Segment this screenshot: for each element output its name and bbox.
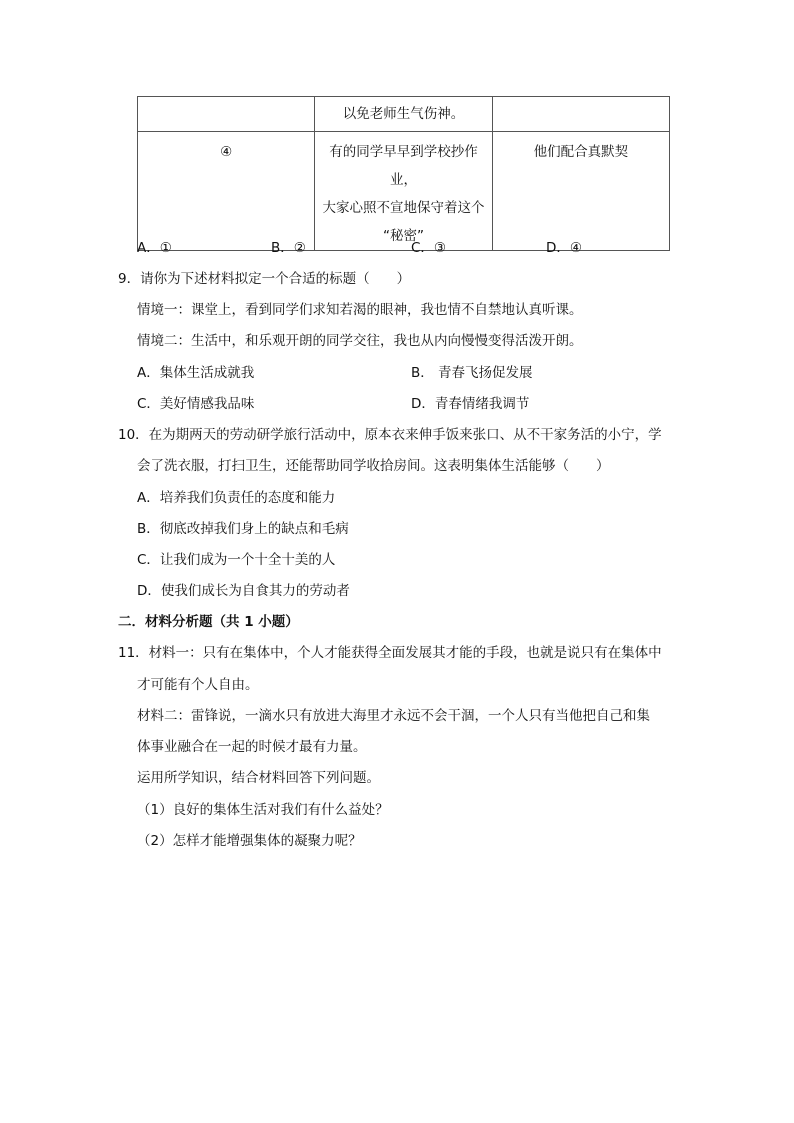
q9-stem: 9．请你为下述材料拟定一个合适的标题（ ） — [118, 271, 411, 287]
table-cell — [138, 97, 315, 132]
cell-line: “秘密” — [382, 228, 424, 244]
q10-stem-line2: 会了洗衣服，打扫卫生，还能帮助同学收拾房间。这表明集体生活能够（ ） — [137, 458, 610, 474]
q11-material1-line2: 才可能有个人自由。 — [137, 677, 259, 693]
cell-text — [315, 132, 491, 250]
q9-scene1: 情境一：课堂上，看到同学们求知若渴的眼神，我也情不自禁地认真听课。 — [137, 302, 583, 318]
q10-option-d: D．使我们成长为自食其力的劳动者 — [137, 583, 350, 599]
q8-option-a: A．① — [137, 240, 172, 256]
q11-instruction: 运用所学知识，结合材料回答下列问题。 — [137, 770, 380, 786]
cell-line: 有的同学早早到学校抄作业， — [329, 144, 478, 188]
table-cell: 以免老师生气伤神。 — [315, 97, 492, 132]
table-cell — [138, 132, 315, 251]
table-cell — [492, 97, 669, 132]
table-cell — [492, 132, 669, 251]
q10-stem-line1: 10．在为期两天的劳动研学旅行活动中，原本衣来伸手饭来张口、从不干家务活的小宁，学 — [118, 427, 662, 443]
q10-option-b: B．彻底改掉我们身上的缺点和毛病 — [137, 521, 349, 537]
cell-line: 大家心照不宣地保守着这个 — [322, 200, 485, 216]
cell-text: 他们配合真默契 — [533, 144, 629, 160]
q11-material1-line1: 11．材料一：只有在集体中，个人才能获得全面发展其才能的手段，也就是说只有在集体中 — [118, 645, 662, 661]
q10-option-a: A．培养我们负责任的态度和能力 — [137, 490, 336, 506]
q11-sub-question-1: （1）良好的集体生活对我们有什么益处？ — [137, 802, 389, 818]
q11-sub-question-2: （2）怎样才能增强集体的凝聚力呢？ — [137, 833, 362, 849]
q9-option-d: D．青春情绪我调节 — [411, 396, 530, 412]
q9-option-c: C．美好情感我品味 — [137, 396, 255, 412]
option-number: ④ — [220, 144, 233, 160]
q11-material2-line1: 材料二：雷锋说，一滴水只有放进大海里才永远不会干涸，一个人只有当他把自己和集 — [137, 708, 650, 724]
scenario-table — [137, 96, 670, 251]
table-cell — [315, 132, 492, 251]
q9-option-b: B． 青春飞扬促发展 — [411, 365, 533, 381]
q11-material2-line2: 体事业融合在一起的时候才最有力量。 — [137, 739, 367, 755]
q8-option-c: C．③ — [411, 240, 447, 256]
table-row — [138, 132, 670, 251]
q9-scene2: 情境二：生活中，和乐观开朗的同学交往，我也从内向慢慢变得活泼开朗。 — [137, 333, 583, 349]
q10-option-c: C．让我们成为一个十全十美的人 — [137, 552, 336, 568]
table-row — [138, 97, 670, 132]
section-heading: 二．材料分析题（共 1 小题） — [118, 614, 299, 630]
q8-option-b: B．② — [271, 240, 306, 256]
q9-option-a: A．集体生活成就我 — [137, 365, 255, 381]
q8-option-d: D．④ — [546, 240, 582, 256]
